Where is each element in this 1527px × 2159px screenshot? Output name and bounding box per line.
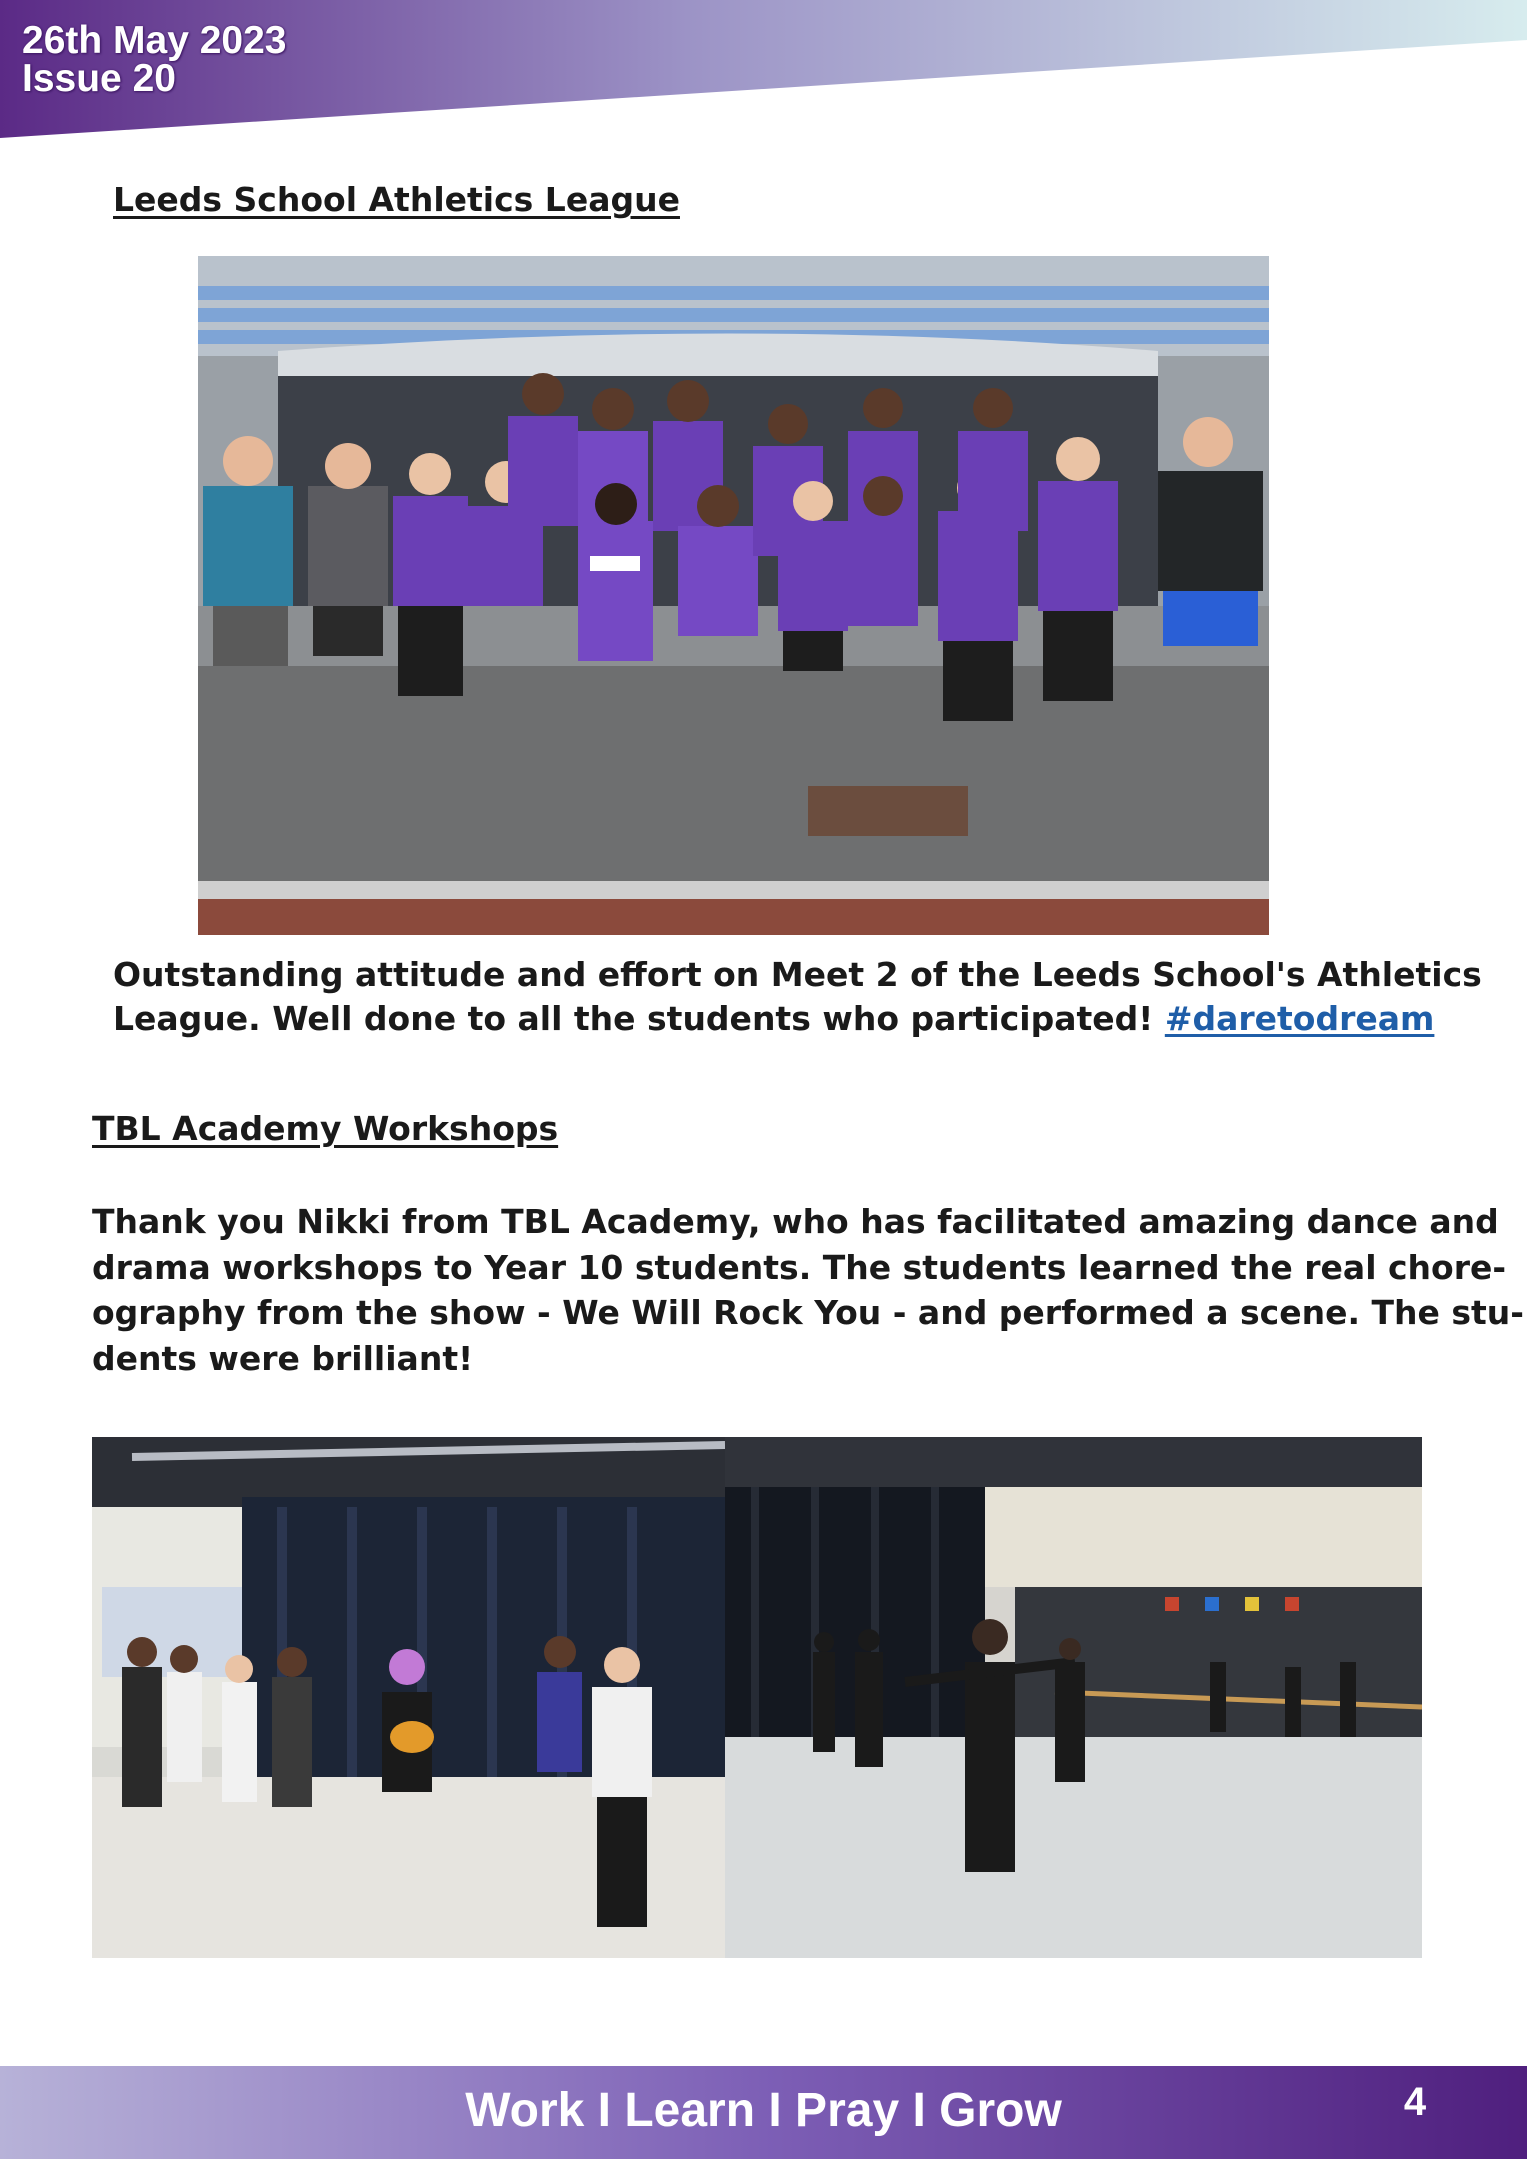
athletics-heading: Leeds School Athletics League: [113, 180, 680, 219]
issue-number: Issue 20: [22, 57, 176, 100]
athletics-caption-line1: Outstanding attitude and effort on Meet 2 of the Leeds School's Athletics: [113, 955, 1482, 994]
dance-workshop-photo: [725, 1437, 1422, 1958]
tbl-line: Thank you Nikki from TBL Academy, who has facilitated amazing dance and: [92, 1202, 1499, 1241]
athletics-caption: [113, 953, 1482, 1041]
school-motto: Work I Learn I Pray I Grow: [465, 2084, 1062, 2137]
issue-date: 26th May 2023: [22, 19, 287, 62]
issue-info: [22, 19, 287, 100]
tbl-heading: TBL Academy Workshops: [92, 1109, 559, 1148]
daretodream-hashtag-link[interactable]: #daretodream: [1164, 999, 1435, 1038]
athletics-team-photo: [198, 256, 1269, 935]
tbl-line: ography from the show - We Will Rock You - and performed a scene. The stu-: [92, 1293, 1524, 1332]
athletics-caption-line2: League. Well done to all the students who participated!: [113, 999, 1165, 1038]
drama-workshop-photo: [92, 1437, 725, 1958]
tbl-paragraph: [92, 1199, 1524, 1381]
tbl-line: dents were brilliant!: [92, 1338, 474, 1378]
page-number: 4: [1403, 2080, 1427, 2124]
tbl-line: drama workshops to Year 10 students. The students learned the real chore-: [92, 1247, 1507, 1287]
